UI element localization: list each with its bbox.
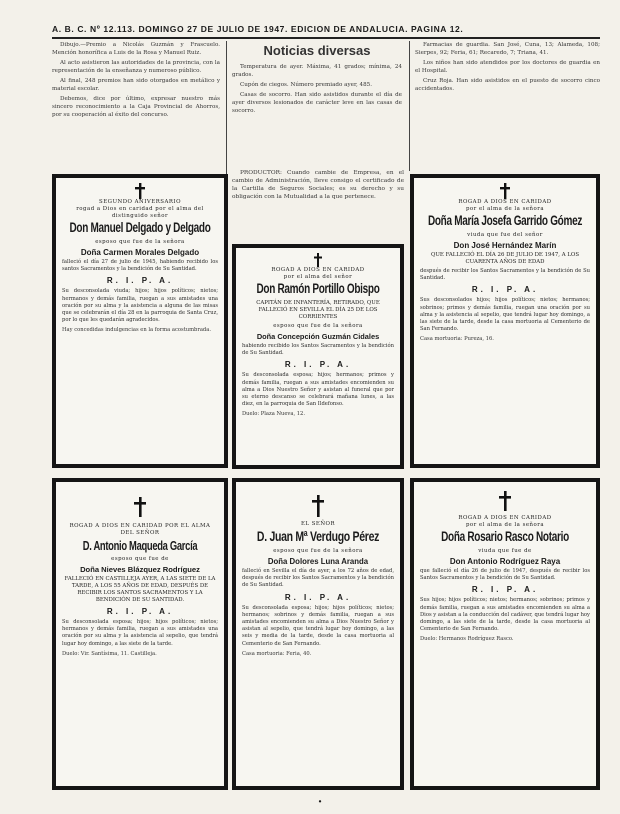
spouse-name: Doña Carmen Morales Delgado: [80, 248, 200, 257]
ripa-label: R. I. P. A.: [284, 592, 352, 602]
cross-icon: [499, 183, 511, 199]
death-notice-verdugo: [232, 478, 404, 790]
spouse-intro: esposo que fue de: [111, 556, 169, 562]
news-paragraph: Cruz Roja. Han sido asistidos en el puesto de socorro cinco accidentados.: [415, 78, 600, 92]
ripa-label: R. I. P. A.: [471, 585, 539, 595]
section-heading: Noticias diversas: [263, 43, 371, 58]
spouse-name: Don José Hernández Marín: [453, 241, 557, 250]
notice-footer: Casa mortuoria: Feria, 40.: [242, 650, 312, 657]
spouse-intro: esposo que fue de la señora: [273, 548, 363, 554]
deceased-name: D. Antonio Maqueda García: [82, 538, 198, 553]
spouse-name: Doña Nieves Blázquez Rodríguez: [80, 565, 200, 574]
news-paragraph: Dibujo.—Premio a Nicolás Guzmán y Frascuelo. Mención honorífica a Luis de la Rosa y Manuel Ruiz.: [52, 42, 220, 56]
news-column-left: [52, 41, 220, 169]
productor-notice: [232, 170, 404, 240]
ripa-label: R. I. P. A.: [106, 607, 174, 616]
death-details: falleció en Sevilla el día de ayer, a los 72 años de edad, después de recibir los Santos Sacramentos y la bendición de Su Santidad.: [242, 568, 394, 589]
news-paragraph: Al final, 248 premios han sido otorgados en metálico y material escolar.: [52, 78, 220, 92]
news-paragraph: Los niños han sido atendidos por los doctores de guardia en el Hospital.: [415, 60, 600, 74]
prayer-line-2: por el alma de la señora: [465, 206, 545, 212]
ripa-label: R. I. P. A.: [106, 276, 174, 286]
death-notice-rasco: [410, 478, 600, 790]
prayer-line: ROGAD A DIOS EN CARIDAD: [271, 267, 365, 273]
cross-icon: [498, 491, 512, 511]
cross-icon: [311, 495, 325, 517]
news-paragraph: Temperatura de ayer. Máxima, 41 grados; mínima, 24 grados.: [232, 64, 402, 78]
news-paragraph: Cupón de ciegos. Número premiado ayer, 485.: [240, 82, 373, 88]
prayer-line: ROGAD A DIOS EN CARIDAD: [458, 515, 552, 521]
header-rule: [52, 37, 600, 39]
title-line: EL SEÑOR: [300, 521, 336, 527]
cross-icon: [133, 497, 147, 517]
death-details: QUE FALLECIÓ EL DÍA 26 DE JULIO DE 1947, A LOS CUARENTA AÑOS DE EDAD: [430, 252, 580, 265]
death-notice-maqueda: [52, 478, 228, 790]
extra-details: después de recibir los Santos Sacramentos y la bendición de Su Santidad.: [420, 268, 590, 282]
deceased-name: D. Juan Mª Verdugo Pérez: [256, 528, 380, 546]
news-column-middle: [232, 41, 402, 167]
spouse-name: Doña Concepción Guzmán Cidales: [256, 332, 380, 341]
family-text: Su desconsolada esposa; hijos; hijos políticos; nietos; hermanos y demás familia, ruegan a sus amistades una oración por su alma y la asistencia al sepelio, que tendrá lugar hoy domingo, a las siete de la tarde.: [62, 619, 218, 647]
notice-text: PRODUCTOR: Cuando cambie de Empresa, en el cambio de Administración, lleve consigo el certificado de la Cartilla de Seguros Sociales; es su derecho y su obligación con la Mutualidad a la que pertenece.: [232, 170, 404, 200]
notice-footer: Duelo: Plaza Nueva, 12.: [242, 411, 305, 418]
news-paragraph: Debemos, dice por último, expresar nuestro más sincero reconocimiento a la Caja Provincial de Ahorros, por su cooperación al éxito del concurso.: [52, 96, 220, 118]
spouse-intro: esposo que fue de la señora: [95, 239, 185, 245]
deceased-name: Don Manuel Delgado y Delgado: [69, 221, 211, 236]
deceased-name: Doña María Josefa Garrido Gómez: [427, 214, 583, 229]
spouse-name: Don Antonio Rodríguez Raya: [449, 557, 561, 566]
spouse-intro: viuda que fue del señor: [467, 232, 543, 238]
column-rule: [409, 41, 410, 171]
page-ornament: •: [318, 797, 322, 806]
news-paragraph: Al acto asistieron las autoridades de la provincia, con la representación de la enseñanza y numeroso público.: [52, 60, 220, 74]
cross-icon: [313, 253, 323, 267]
death-details: CAPITÁN DE INFANTERÍA, RETIRADO, QUE FALLECIÓ EN SEVILLA EL DÍA 25 DE LOS CORRIENTES: [256, 300, 380, 320]
notice-footer: Duelo: Vir. Santísima, 11. Castilleja.: [62, 650, 157, 657]
ripa-label: R. I. P. A.: [471, 285, 539, 295]
deceased-name: Doña Rosario Rasco Notario: [441, 530, 569, 545]
prayer-line: ROGAD A DIOS EN CARIDAD: [458, 199, 552, 205]
news-paragraph: Casas de socorro. Han sido asistidos durante el día de ayer diversos lesionados de carácter leve en las casas de socorro.: [232, 92, 402, 114]
family-text: Su desconsolada viuda; hijos; hijos políticos; nietos; hermanos y demás familia, ruegan a sus amistades una oración por su alma y la asistencia a alguna de las misas que se celebrarán el día 28 en la parroquia de Santa Cruz, por lo que les quedarán agradecidos.: [62, 288, 218, 324]
spouse-intro: esposo que fue de la señora: [273, 323, 363, 329]
death-notice-garrido: [410, 174, 600, 468]
notice-footer: Hay concedidas indulgencias en la forma acostumbrada.: [62, 327, 211, 334]
death-details: FALLECIÓ EN CASTILLEJA AYER, A LAS SIETE DE LA TARDE, A LOS 55 AÑOS DE EDAD, DESPUÉS DE RECIBIR LOS SANTOS SACRAMENTOS Y LA BENDICIÓN DE SU SANTIDAD.: [64, 576, 216, 603]
prayer-line: ROGAD A DIOS EN CARIDAD POR EL ALMA DEL SEÑOR: [69, 523, 211, 536]
family-text: Su desconsolada esposa; hijos; hermanos; primos y demás familia, ruegan a sus amistades encomienden su alma a Dios Nuestro Señor y asistan al funeral que por su eterno descanso se celebrará mañana lunes, a las diez, en la parroquia de San Ildefonso.: [242, 372, 394, 408]
news-paragraph: Farmacias de guardia. San José, Cuna, 13; Alameda, 108; Sierpes, 92; Feria, 61; Recaredo, 7; Triana, 41.: [415, 42, 600, 56]
notice-footer: Duelo: Hermanos Rodríguez Rasco.: [420, 636, 514, 643]
ripa-label: R. I. P. A.: [284, 360, 352, 370]
death-details: falleció el día 27 de julio de 1945, habiendo recibido los santos Sacramentos y la bendición de Su Santidad.: [62, 259, 218, 273]
death-notice-portillo: [232, 244, 404, 469]
page-header: A. B. C. Nº 12.113. DOMINGO 27 DE JULIO DE 1947. EDICION DE ANDALUCIA. PAGINA 12.: [52, 24, 464, 34]
family-text: Su desconsolada esposa; hijos; hijos políticos; nietos; hermanos; sobrinos y demás familia, ruegan a sus amistades encomienden su alma a Dios Nuestro Señor y asistan al sepelio, que tendrá lugar hoy domingo, a las seis y media de la tarde, desde la casa mortuoria al Cementerio de San Fernando.: [242, 604, 394, 647]
deceased-name: Don Ramón Portillo Obispo: [256, 282, 380, 297]
spouse-intro: viuda que fue de: [478, 548, 532, 554]
family-text: Sus desconsolados hijos; hijos políticos; nietos; hermanos; sobrinos; primos y demás familia, ruegan una oración por su alma y la asistencia al sepelio, que tendrá lugar hoy domingo, a las siete de la tarde, desde la casa mortuoria al Cementerio de San Fernando.: [420, 297, 590, 333]
family-text: Sus hijos; hijos políticos; nietos; hermanos; sobrinos; primos y demás familia, ruegan a sus amistades encomienden su alma a Dios y asistan a la conducción del cadáver, que tendrá lugar hoy domingo, a las siete de la tarde, desde la casa mortuoria al Cementerio de San Fernando.: [420, 597, 590, 633]
prayer-line-2: por el alma del señor: [283, 274, 353, 280]
death-notice-delgado: [52, 174, 228, 468]
notice-footer: Casa mortuoria: Pureza, 16.: [420, 336, 494, 343]
spouse-name: Doña Dolores Luna Aranda: [267, 557, 369, 566]
cross-icon: [134, 183, 146, 199]
extra-details: habiendo recibido los Santos Sacramentos y la bendición de Su Santidad.: [242, 343, 394, 357]
death-details: que falleció el día 26 de julio de 1947, después de recibir los Santos Sacramentos y la bendición de Su Santidad.: [420, 568, 590, 582]
prayer-line-2: por el alma de la señora: [465, 522, 545, 528]
prayer-line: rogad a Dios en caridad por el alma del distinguido señor: [76, 206, 204, 219]
news-column-right: [415, 41, 600, 169]
anniversary-line: SEGUNDO ANIVERSARIO: [99, 199, 181, 205]
